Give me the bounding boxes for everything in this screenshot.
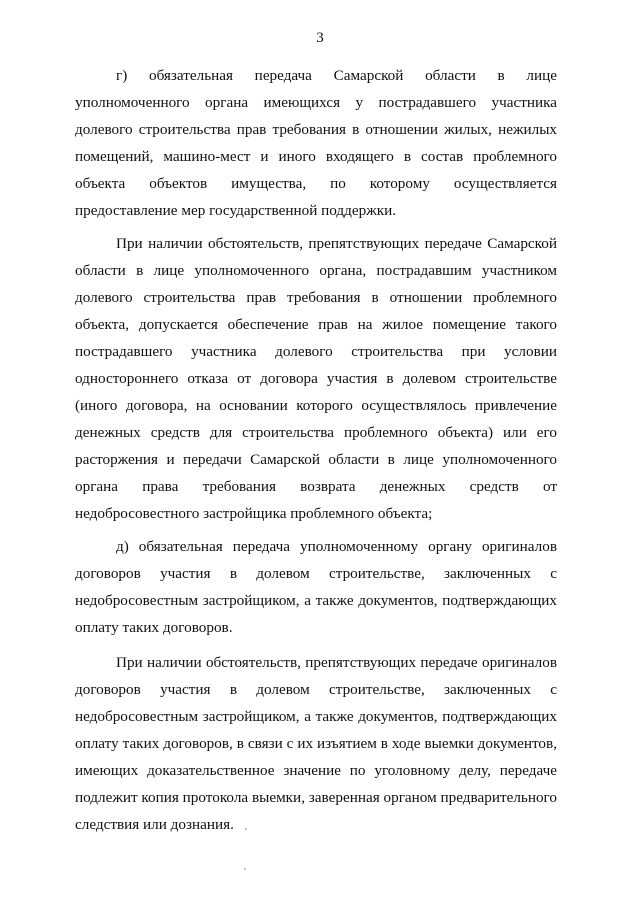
paragraph-g: г) обязательная передача Самарской области в лице уполномоченного органа имеющихся у пострадавшего участника долевого строительства прав требования в отношении жилых, нежилых помещений, машино-мест и иного входящего в состав проблемного объекта объектов имущества, по которому осуществляется предоставление мер государственной поддержки. (75, 67, 557, 219)
paragraph-obstacles-rights: При наличии обстоятельств, препятствующих передаче Самарской области в лице уполномоченного органа, пострадавшим участником долевого строительства прав требования в отношении проблемного объекта, допускается обеспечение прав на жилое помещение такого пострадавшего участника долевого строительства при условии одностороннего отказа от договора участия в долевом строительстве (иного договора, на основании которого осуществлялось привлечение денежных средств для строительства проблемного объекта) или его расторжения и передачи Самарской области в лице уполномоченного органа права требования возврата денежных средств от недобросовестного застройщика проблемного объекта; (75, 235, 557, 522)
paragraph-d: д) обязательная передача уполномоченному органу оригиналов договоров участия в долевом строительстве, заключенных с недобросовестным застройщиком, а также документов, подтверждающих оплату таких договоров. (75, 538, 557, 636)
page-number: 3 (316, 30, 324, 46)
scan-speck: ' (245, 826, 247, 838)
paragraph-obstacles-originals: При наличии обстоятельств, препятствующих передаче оригиналов договоров участия в долевом строительстве, заключенных с недобросовестным застройщиком, а также документов, подтверждающих оплату таких договоров, в связи с их изъятием в ходе выемки документов, имеющих доказательственное значение по уголовному делу, передаче подлежит копия протокола выемки, заверенная органом предварительного следствия или дознания. (75, 654, 557, 833)
scan-speck: ' (244, 866, 246, 878)
document-body (75, 62, 557, 838)
